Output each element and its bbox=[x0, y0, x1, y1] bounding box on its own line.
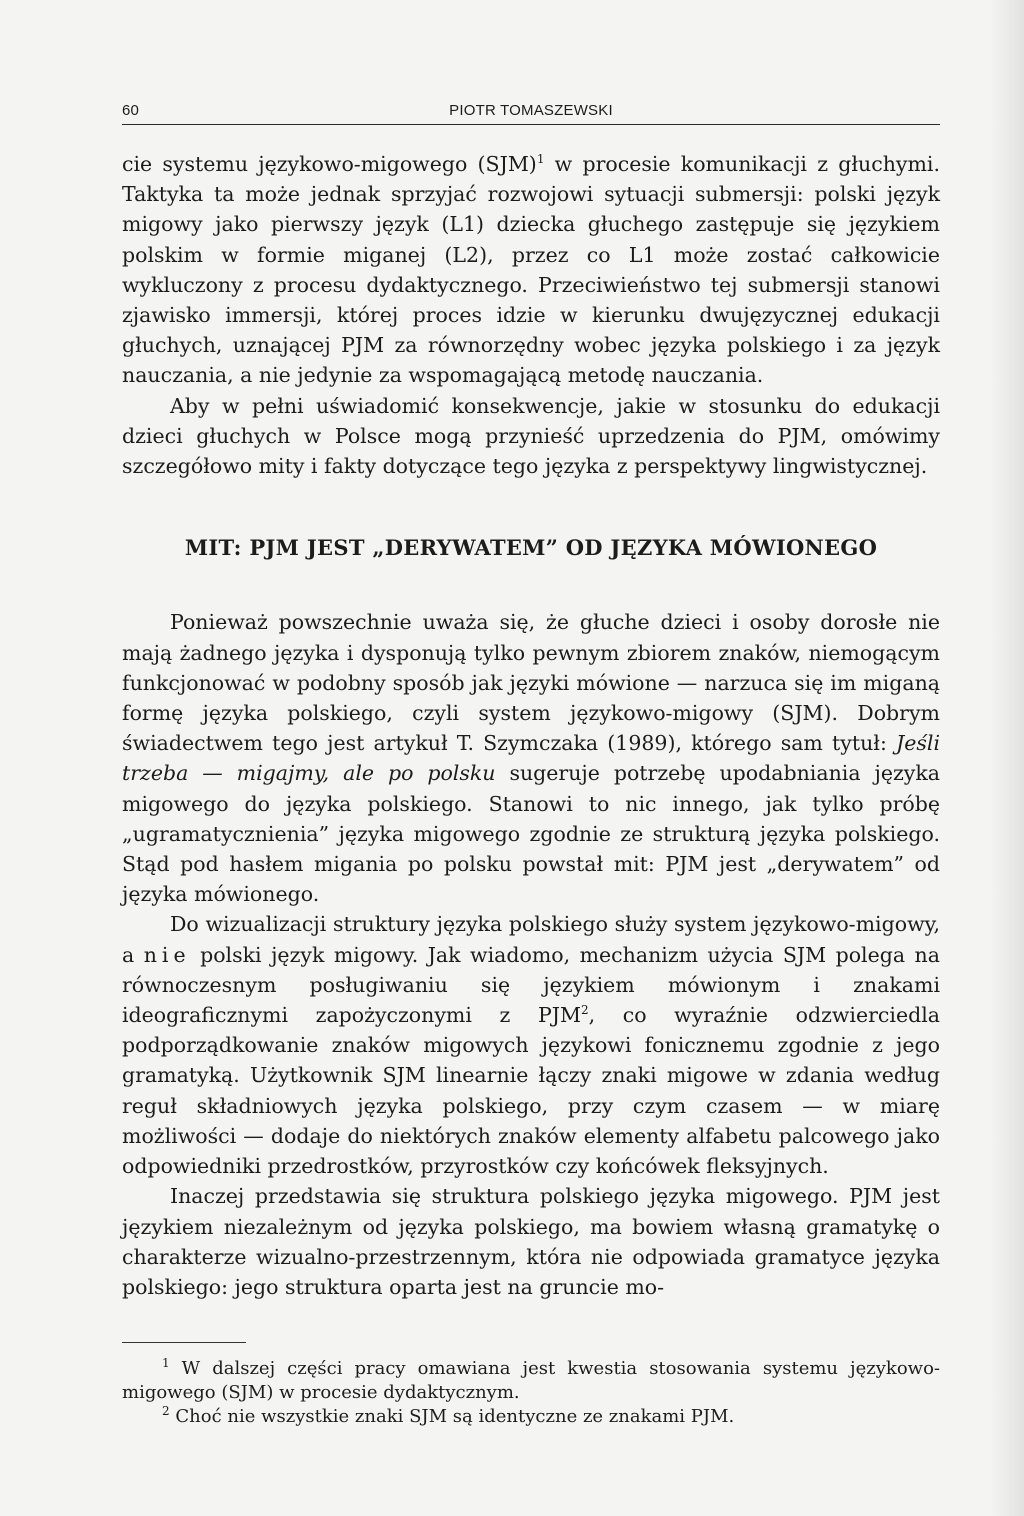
footnote-2: $^2$ Choć nie wszystkie znaki SJM są identyczne ze znakami PJM. bbox=[162, 1404, 735, 1428]
running-head bbox=[122, 100, 940, 125]
running-title: PIOTR TOMASZEWSKI bbox=[449, 102, 613, 119]
cited-title: Jeśli trzeba — migajmy, ale po polsku bbox=[122, 731, 940, 786]
section-heading: MIT: PJM JEST „DERYWATEM” OD JĘZYKA MÓWIONEGO bbox=[184, 535, 878, 561]
page-edge-shadow bbox=[990, 0, 1024, 1516]
footnote-divider bbox=[122, 1342, 246, 1343]
paragraph-section-2: Do wizualizacji struktury języka polskiego służy system językowo-migowy, a nie polski język migowy. Jak wiadomo, mechanizm użycia SJM polega na równoczesnym posługiwaniu się językiem mówionym i znakami ideograficznymi zapożyczonymi z PJM$^2$, co wyraźnie odzwierciedla podporządkowanie znaków migowych językowi fonicznemu zgodnie z jego gramatyką. Użytkownik SJM linearnie łączy znaki migowe w zdania według reguł składniowych języka polskiego, przy czym czasem — w miarę możliwości — dodaje do niektórych znaków elementy alfabetu palcowego jako odpowiedniki przedrostków, przyrostków czy końcówek fleksyjnych. bbox=[122, 912, 940, 1179]
emphasis-spaced: nie bbox=[143, 942, 191, 967]
footnote-1: $^1$ W dalszej części pracy omawiana jest kwestia stosowania systemu językowo-migowego (SJM) w procesie dydaktycznym. bbox=[122, 1356, 940, 1404]
footnotes bbox=[122, 1357, 940, 1429]
paragraph-section-1: Ponieważ powszechnie uważa się, że głuche dzieci i osoby dorosłe nie mają żadnego języka i dysponują tylko pewnym zbiorem znaków, niemogącym funkcjonować w podobny sposób jak języki mówione — narzuca się im miganą formę języka polskiego, czyli system językowo-migowy (SJM). Dobrym świadectwem tego jest artykuł T. Szymczaka (1989), którego sam tytuł: Jeśli trzeba — migajmy, ale po polsku sugeruje potrzebę upodabniania języka migowego do języka polskiego. Stanowi to nic innego, jak tylko próbę „ugramatycznienia” języka migowego zgodnie ze strukturą języka polskiego. Stąd pod hasłem migania po polsku powstał mit: PJM jest „derywatem” od języka mówionego. bbox=[122, 610, 940, 907]
paragraph-intro-continuation: cie systemu językowo-migowego (SJM)$^1$ w procesie komunikacji z głuchymi. Taktyka ta może jednak sprzyjać rozwojowi sytuacji submersji: polski język migowy jako pierwszy język (L1) dziecka głuchego zastępuje się językiem polskim w formie miganej (L2), przez co L1 może zostać całkowicie wykluczony z procesu dydaktycznego. Przeciwieństwo tej submersji stanowi zjawisko immersji, której proces idzie w kierunku dwujęzycznej edukacji głuchych, uznającej PJM za równorzędny wobec języka polskiego i za język nauczania, a nie jedynie za wspomagającą metodę nauczania. bbox=[122, 152, 941, 388]
footnote-ref-2: 2 bbox=[580, 1003, 589, 1018]
paragraph-intro-2: Aby w pełni uświadomić konsekwencje, jakie w stosunku do edukacji dzieci głuchych w Polsce mogą przynieść uprzedzenia do PJM, omówimy szczegółowo mity i fakty dotyczące tego języka z perspektywy lingwistycznej. bbox=[122, 393, 940, 479]
book-page bbox=[122, 100, 940, 1429]
footnote-ref-1: 1 bbox=[536, 152, 545, 167]
body-text bbox=[122, 149, 940, 1302]
page-number: 60 bbox=[122, 102, 140, 119]
paragraph-section-3: Inaczej przedstawia się struktura polskiego języka migowego. PJM jest językiem niezależnym od języka polskiego, ma bowiem własną gramatykę o charakterze wizualno-przestrzennym, która nie odpowiada gramatyce języka polskiego: jego struktura oparta jest na gruncie mo- bbox=[122, 1184, 940, 1299]
